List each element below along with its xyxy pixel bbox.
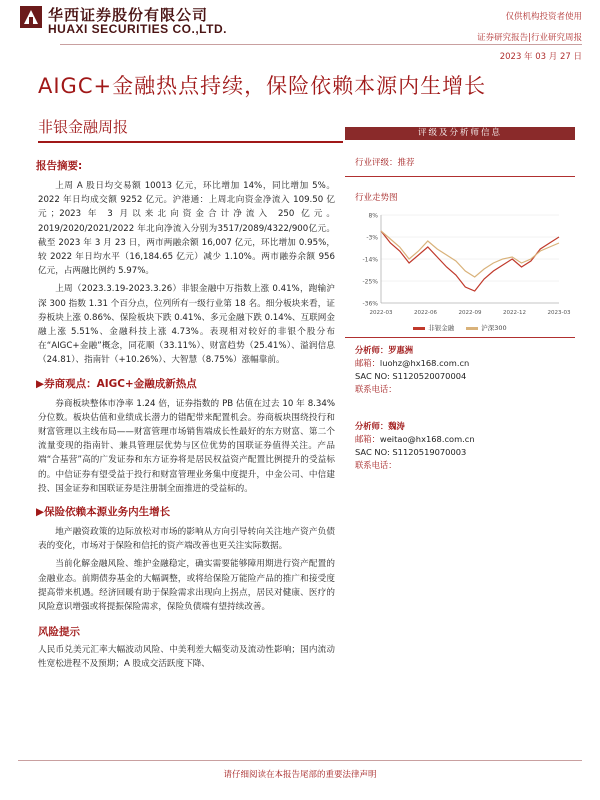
trend-chart [355,209,571,332]
legend-item-b [466,323,506,332]
x-tick-label: 2022-12 [503,310,526,316]
header-divider [60,44,582,45]
x-tick-label: 2023-03 [547,310,571,316]
risk-body: 人民币兑美元汇率大幅波动风险、中美利差大幅变动及流动性影响；国内流动性宽松进程不及预期；A 股成交活跃度下降、 [38,645,335,670]
company-name-en: HUAXI SECURITIES CO.,LTD. [48,22,227,36]
legend-label-a: 非银金融 [428,324,455,332]
analyst-block-1 [355,344,575,396]
analyst-name: 魏涛 [388,421,405,431]
series-line-b [381,231,559,277]
risk-heading: 风险提示 [38,626,80,639]
trend-chart-svg [355,209,571,317]
y-tick-label: -3% [366,234,378,242]
x-tick-label: 2022-09 [458,310,482,316]
analyst-block-2 [355,420,575,472]
huaxi-logo-icon [20,6,42,28]
insurance-heading: ▶保险依赖本源业务内生增长 [36,506,171,519]
subtitle-divider [38,141,343,143]
analyst-email[interactable]: luohz@hx168.com.cn [379,358,470,368]
sidebar-header: 评级及分析师信息 [345,127,575,140]
chart-legend [355,323,565,332]
email-label: 邮箱： [355,358,380,368]
broker-view-body: 券商板块整体市净率 1.24 倍，证券指数的 PB 估值在过去 10 年 8.34%分位数。板块估值和业绩成长潜力的错配带来配置机会。券商板块围绕投行和财富管理以主线布局——财富管理市场销售端成长性最好的东方财富、第二个流量变现的指南针、兼具管理层优势与区位优势的国联证券值得关注。产品端“合基营”高的广发证券和东方证券将是居民权益资产配置比例提升的受益标的。中信证券有望受益于投行和财富管理业务集中度提升，中金公司、中信建投、国金证券和国联证券是注册制全面推进的受益标的。 [38,398,335,494]
sidebar-divider [345,176,575,177]
audience-note: 仅供机构投资者使用 [505,12,582,22]
x-tick-label: 2022-03 [369,310,393,316]
summary-heading: 报告摘要: [36,160,83,172]
trend-chart-title: 行业走势图 [355,193,398,203]
analyst-sac: SAC NO: S1120519070003 [355,447,467,457]
insurance-paragraph-2: 当前化解金融风险、维护金融稳定，确实需要能够障用期进行资产配置的金融业态。前期债券基金的大幅调整，或将给保险万能险产品的推广和接受度提高带来机遇。经济回暖有助于保险需求出现向上拐点，居民对健康、医疗的风险意识增强或将提振保险需求，保险负债端有望持续改善。 [38,559,335,613]
phone-label: 联系电话： [355,460,397,470]
legal-footer: 请仔细阅读在本报告尾部的重要法律声明 [223,770,377,780]
legend-label-b: 沪深300 [481,324,507,332]
phone-label: 联系电话： [355,384,397,394]
report-title: AIGC+金融热点持续，保险依赖本源内生增长 [38,74,487,98]
analyst-sac: SAC NO: S1120520070004 [355,371,467,381]
report-date: 2023 年 03 月 27 日 [499,52,582,62]
analyst-email[interactable]: weitao@hx168.com.cn [379,434,475,444]
insurance-paragraph-1: 地产融资政策的边际放松对市场的影响从方向引导转向关注地产资产负债表的变化，市场对于保险和信托的资产端改善也更关注实际数据。 [38,527,335,552]
summary-paragraph-2: 上周（2023.3.19-2023.3.26）非银金融中万指数上涨 0.41%，跑输沪深 300 指数 1.31 个百分点，位列所有一级行业第 18 名。细分板块来看，证券板块上涨 0.86%、保险板块下跌 0.41%、多元金融下跌 0.14%、互联网金融上涨 5.51%、金融科技上涨 4.73%。表现相对较好的非银个股分布在“AIGC+金融”概念，同花顺（33.11%）、财富趋势（25.41%）、溢润信息（24.81）、指南针（+10.26%）、大智慧（8.75%）涨幅靠前。 [38,284,335,366]
legend-item-a [413,323,454,332]
insurance-heading-text: 保险依赖本源业务内生增长 [44,506,171,519]
analyst-label: 分析师： [355,421,389,431]
y-tick-label: -25% [362,278,378,286]
company-name-cn: 华西证券股份有限公司 [48,6,209,24]
analyst-name: 罗惠洲 [388,345,414,355]
sidebar [345,127,575,472]
broker-view-heading: ▶券商观点：AIGC+金融成新热点 [36,377,197,390]
industry-rating [355,156,575,168]
report-category: 证券研究报告|行业研究周报 [477,33,582,43]
broker-view-heading-text: 券商观点：AIGC+金融成新热点 [44,377,197,390]
x-tick-label: 2022-06 [414,310,437,316]
analyst-label: 分析师： [355,345,389,355]
analyst-divider [345,337,575,338]
y-tick-label: -14% [362,256,378,264]
main-column [38,150,335,676]
footer-divider [18,760,582,761]
email-label: 邮箱： [355,434,380,444]
rating-value: 推荐 [397,158,415,168]
y-tick-label: 8% [368,212,378,220]
rating-label: 行业评级： [355,158,398,168]
summary-paragraph-1: 上周 A 股日均交易额 10013 亿元，环比增加 14%，同比增加 5%。2022 年日均成交额 9252 亿元。沪港通：上周北向资金净流入 109.50 亿元；2023 年 3 月以来北向资金合计净流入 250 亿元。2019/2020/2021/2022 年北向净流入分别为3517/2089/4322/900亿元。截至 2023 年 3 月 23 日，两市两融余额 16,007 亿元，环比增加 0.95%，较 2022 年日均水平（16,184.65 亿元）减少 1.10%。两市融券余额 956 亿元，占两融比例约 5.97%。 [38,181,335,277]
series-line-a [381,231,559,291]
y-tick-label: -36% [362,300,378,308]
report-subtitle: 非银金融周报 [38,118,129,136]
